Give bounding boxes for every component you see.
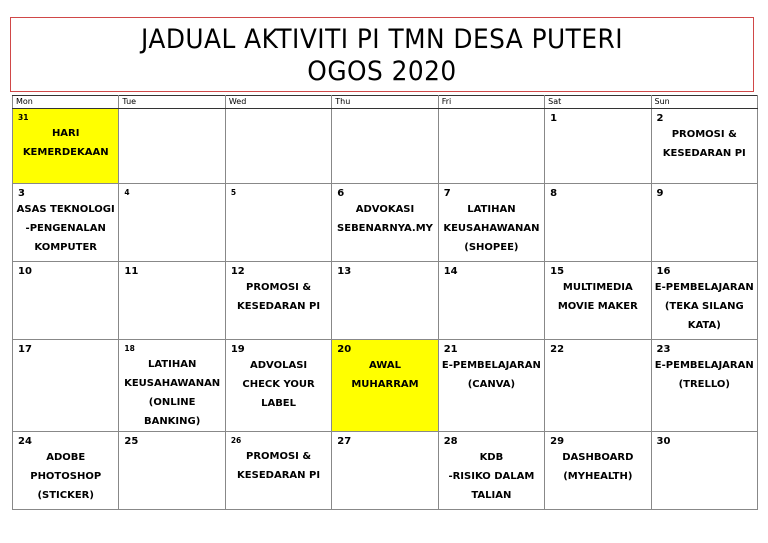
calendar-grid bbox=[12, 95, 758, 510]
day-number bbox=[119, 109, 224, 113]
weekday-header: Fri bbox=[438, 96, 544, 109]
day-event: KDB -RISIKO DALAM TALIAN bbox=[448, 452, 535, 501]
weekday-header: Wed bbox=[225, 96, 331, 109]
day-cell bbox=[119, 262, 225, 340]
day-event: DASHBOARD (MYHEALTH) bbox=[562, 452, 634, 482]
day-cell bbox=[438, 432, 544, 510]
day-number: 15 bbox=[550, 266, 565, 277]
day-cell bbox=[545, 184, 651, 262]
day-number: 6 bbox=[337, 188, 345, 199]
title-box bbox=[10, 17, 754, 92]
week-row bbox=[13, 109, 758, 184]
day-number: 31 bbox=[18, 113, 29, 122]
day-cell bbox=[651, 432, 757, 510]
day-cell bbox=[13, 184, 119, 262]
day-number: 10 bbox=[18, 266, 32, 277]
day-number: 12 bbox=[230, 266, 245, 277]
day-cell bbox=[13, 262, 119, 340]
day-cell bbox=[545, 432, 651, 510]
day-number: 26 bbox=[230, 436, 242, 445]
day-cell bbox=[119, 340, 225, 432]
day-cell bbox=[332, 109, 438, 184]
day-cell bbox=[225, 109, 331, 184]
weekday-header: Mon bbox=[13, 96, 119, 109]
day-number bbox=[439, 109, 544, 113]
day-number: 18 bbox=[124, 344, 135, 353]
day-event: MULTIMEDIA MOVIE MAKER bbox=[557, 282, 638, 312]
week-row bbox=[13, 432, 758, 510]
day-number: 9 bbox=[656, 188, 664, 199]
day-cell bbox=[119, 184, 225, 262]
day-number: 20 bbox=[337, 344, 352, 355]
day-cell bbox=[545, 109, 651, 184]
day-event: PROMOSI & KESEDARAN PI bbox=[237, 282, 321, 312]
day-cell bbox=[332, 340, 438, 432]
day-number: 7 bbox=[443, 188, 451, 199]
day-event: PROMOSI & KESEDARAN PI bbox=[237, 451, 321, 481]
day-cell bbox=[225, 262, 331, 340]
day-number: 11 bbox=[124, 266, 139, 277]
day-cell bbox=[225, 184, 331, 262]
day-number: 28 bbox=[443, 436, 458, 447]
day-event: PROMOSI & KESEDARAN PI bbox=[662, 129, 746, 159]
day-cell bbox=[438, 262, 544, 340]
week-row bbox=[13, 262, 758, 340]
day-number: 22 bbox=[550, 344, 565, 355]
day-cell bbox=[651, 184, 757, 262]
day-event: E-PEMBELAJARAN (CANVA) bbox=[441, 360, 541, 390]
day-cell bbox=[651, 340, 757, 432]
week-row bbox=[13, 184, 758, 262]
day-number: 17 bbox=[18, 344, 32, 355]
day-event: LATIHAN KEUSAHAWANAN (ONLINE BANKING) bbox=[124, 359, 221, 427]
day-number: 29 bbox=[550, 436, 565, 447]
day-cell bbox=[225, 432, 331, 510]
day-cell bbox=[332, 262, 438, 340]
day-cell bbox=[438, 340, 544, 432]
day-cell bbox=[13, 432, 119, 510]
day-number: 16 bbox=[656, 266, 671, 277]
day-event: E-PEMBELAJARAN (TRELLO) bbox=[654, 360, 754, 390]
week-row bbox=[13, 340, 758, 432]
day-number: 30 bbox=[656, 436, 671, 447]
day-number: 4 bbox=[124, 188, 130, 197]
day-event: ASAS TEKNOLOGI -PENGENALAN KOMPUTER bbox=[16, 204, 115, 253]
day-cell bbox=[651, 109, 757, 184]
calendar-month: OGOS 2020 bbox=[307, 56, 457, 87]
day-cell bbox=[651, 262, 757, 340]
day-event: E-PEMBELAJARAN (TEKA SILANG KATA) bbox=[654, 282, 754, 331]
day-number bbox=[226, 109, 331, 113]
day-event: ADVOKASI SEBENARNYA.MY bbox=[337, 204, 433, 234]
day-cell bbox=[225, 340, 331, 432]
day-number: 24 bbox=[18, 436, 32, 447]
day-cell bbox=[332, 432, 438, 510]
weekday-header: Sun bbox=[651, 96, 757, 109]
day-cell bbox=[545, 262, 651, 340]
day-number bbox=[332, 109, 437, 113]
day-number: 8 bbox=[550, 188, 558, 199]
day-number: 14 bbox=[443, 266, 458, 277]
day-number: 13 bbox=[337, 266, 352, 277]
day-number: 19 bbox=[230, 344, 245, 355]
day-event: LATIHAN KEUSAHAWANAN (SHOPEE) bbox=[443, 204, 540, 253]
day-cell bbox=[332, 184, 438, 262]
day-number: 25 bbox=[124, 436, 139, 447]
day-cell bbox=[119, 432, 225, 510]
day-event: ADOBE PHOTOSHOP (STICKER) bbox=[30, 452, 102, 501]
day-cell bbox=[438, 109, 544, 184]
day-number: 5 bbox=[230, 188, 237, 197]
day-number: 2 bbox=[656, 113, 664, 124]
day-number: 3 bbox=[18, 188, 25, 199]
weekday-header: Tue bbox=[119, 96, 225, 109]
day-number: 21 bbox=[443, 344, 458, 355]
day-cell bbox=[13, 109, 119, 184]
day-cell bbox=[119, 109, 225, 184]
day-number: 27 bbox=[337, 436, 352, 447]
calendar-title: JADUAL AKTIVITI PI TMN DESA PUTERI bbox=[141, 24, 623, 55]
day-cell bbox=[13, 340, 119, 432]
day-cell bbox=[545, 340, 651, 432]
weekday-header: Sat bbox=[545, 96, 651, 109]
day-number: 1 bbox=[550, 113, 558, 124]
day-event: ADVOLASI CHECK YOUR LABEL bbox=[242, 360, 315, 409]
weekday-header: Thu bbox=[332, 96, 438, 109]
day-event: HARI KEMERDEKAAN bbox=[22, 128, 109, 158]
day-number: 23 bbox=[656, 344, 671, 355]
day-cell bbox=[438, 184, 544, 262]
day-event: AWAL MUHARRAM bbox=[351, 360, 419, 390]
weekday-header-row bbox=[13, 96, 758, 109]
